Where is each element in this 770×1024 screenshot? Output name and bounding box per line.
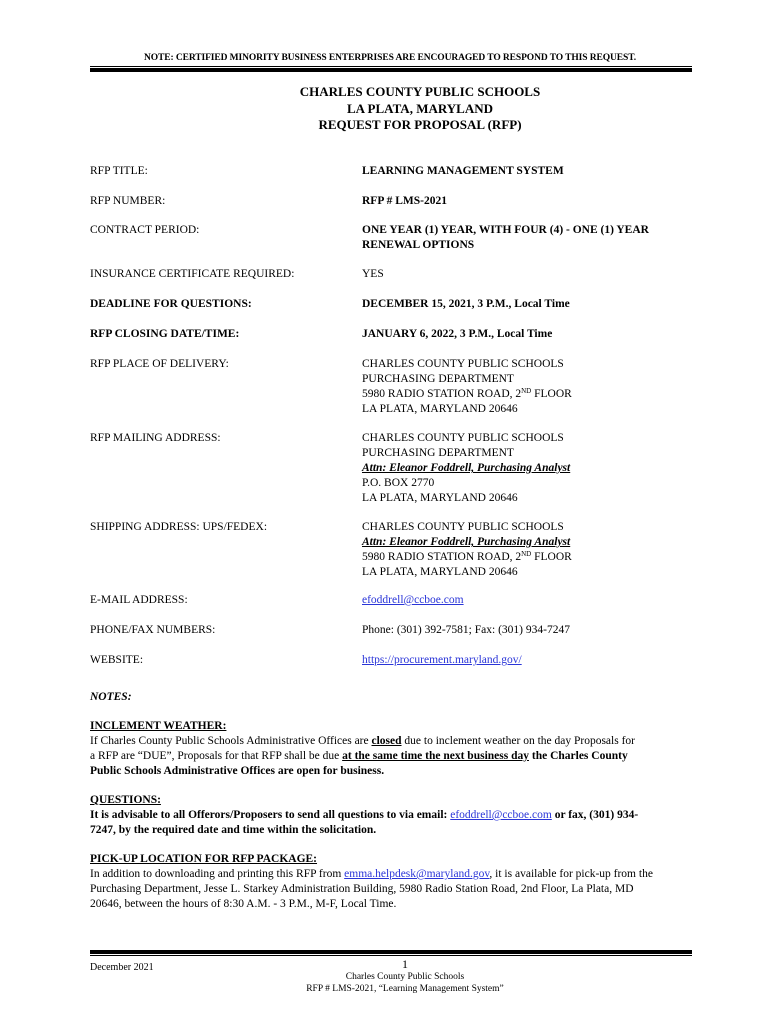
- field-label: RFP NUMBER:: [90, 195, 166, 207]
- footer-org: Charles County Public Schools: [345, 972, 465, 982]
- address-line: CHARLES COUNTY PUBLIC SCHOOLS: [362, 358, 564, 370]
- header-line-1: CHARLES COUNTY PUBLIC SCHOOLS: [299, 84, 541, 99]
- address-line: PURCHASING DEPARTMENT: [362, 373, 514, 385]
- helpdesk-email-link[interactable]: emma.helpdesk@maryland.gov: [344, 868, 490, 880]
- address-line: LA PLATA, MARYLAND 20646: [362, 492, 518, 504]
- field-value: RFP # LMS-2021: [362, 195, 447, 207]
- section-heading: QUESTIONS:: [90, 794, 161, 806]
- field-label: RFP CLOSING DATE/TIME:: [90, 328, 240, 340]
- attention-line: Attn: Eleanor Foddrell, Purchasing Analyst: [362, 536, 571, 548]
- questions-section: QUESTIONS: It is advisable to all Offerors/Proposers to send all questions to via email: efoddrell@ccboe.com or fax, (301) 934- 7247, by the required date and time within the solicitation.: [90, 793, 720, 838]
- field-value: LEARNING MANAGEMENT SYSTEM: [362, 165, 564, 177]
- field-value: [362, 431, 712, 506]
- page-number: 1: [402, 957, 408, 971]
- field-value: YES: [362, 268, 384, 280]
- website-link[interactable]: https://procurement.maryland.gov/: [362, 654, 522, 666]
- field-label: E-MAIL ADDRESS:: [90, 594, 188, 606]
- header-line-2: LA PLATA, MARYLAND: [346, 100, 494, 116]
- field-label: SHIPPING ADDRESS: UPS/FEDEX:: [90, 521, 268, 533]
- email-link[interactable]: efoddrell@ccboe.com: [362, 594, 464, 606]
- field-value: JANUARY 6, 2022, 3 P.M., Local Time: [362, 328, 553, 340]
- notes-label: NOTES:: [90, 691, 132, 703]
- header-line-3: REQUEST FOR PROPOSAL (RFP): [318, 117, 522, 132]
- section-heading: PICK-UP LOCATION FOR RFP PACKAGE:: [90, 853, 318, 865]
- address-line: CHARLES COUNTY PUBLIC SCHOOLS: [362, 521, 564, 533]
- top-note: NOTE: CERTIFIED MINORITY BUSINESS ENTERPRISES ARE ENCOURAGED TO RESPOND TO THIS REQUEST.: [143, 53, 637, 63]
- address-line: 5980 RADIO STATION ROAD, 2ND FLOOR: [362, 387, 572, 400]
- field-value: [362, 357, 712, 417]
- field-value: Phone: (301) 392-7581; Fax: (301) 934-7247: [362, 624, 570, 636]
- address-line: PURCHASING DEPARTMENT: [362, 447, 514, 459]
- footer-ref: RFP # LMS-2021, “Learning Management System”: [306, 984, 504, 994]
- field-value-line: ONE YEAR (1) YEAR, WITH FOUR (4) - ONE (1) YEAR: [362, 224, 649, 236]
- field-value: DECEMBER 15, 2021, 3 P.M., Local Time: [362, 298, 570, 310]
- address-line: CHARLES COUNTY PUBLIC SCHOOLS: [362, 432, 564, 444]
- inclement-weather-section: INCLEMENT WEATHER: If Charles County Public Schools Administrative Offices are closed due to inclement weather on the day Proposals for a RFP are “DUE”, Proposals for that RFP shall be due at the same time the next business day the Charles County Public Schools Administrative Offices are open for business.: [90, 719, 720, 779]
- pickup-section: PICK-UP LOCATION FOR RFP PACKAGE: In addition to downloading and printing this RFP from emma.helpdesk@maryland.gov, it is available for pick-up from the Purchasing Department, Jesse L. Starkey Administration Building, 5980 Radio Station Road, 2nd Floor, La Plata, MD 20646, between the hours of 8:30 A.M. - 3 P.M., M-F, Local Time.: [90, 852, 720, 912]
- field-label: RFP MAILING ADDRESS:: [90, 432, 221, 444]
- address-line: LA PLATA, MARYLAND 20646: [362, 403, 518, 415]
- section-heading: INCLEMENT WEATHER:: [90, 720, 227, 732]
- document-header: [90, 84, 750, 134]
- footer-center: [250, 958, 560, 995]
- field-label: RFP PLACE OF DELIVERY:: [90, 358, 229, 370]
- address-line: P.O. BOX 2770: [362, 477, 435, 489]
- questions-email-link[interactable]: efoddrell@ccboe.com: [450, 809, 552, 821]
- field-label: CONTRACT PERIOD:: [90, 224, 200, 236]
- top-rule-thick: [90, 68, 692, 72]
- footer-rule-thin: [90, 955, 692, 956]
- attention-line: Attn: Eleanor Foddrell, Purchasing Analyst: [362, 462, 571, 474]
- field-label: INSURANCE CERTIFICATE REQUIRED:: [90, 268, 295, 280]
- field-label: DEADLINE FOR QUESTIONS:: [90, 298, 252, 310]
- footer-date: December 2021: [90, 962, 154, 973]
- field-label: PHONE/FAX NUMBERS:: [90, 624, 216, 636]
- footer-rule-thick: [90, 950, 692, 954]
- address-line: LA PLATA, MARYLAND 20646: [362, 566, 518, 578]
- address-line: 5980 RADIO STATION ROAD, 2ND FLOOR: [362, 550, 572, 563]
- top-rule-thin: [90, 66, 692, 67]
- field-value: [362, 520, 712, 580]
- field-label: WEBSITE:: [90, 654, 144, 666]
- field-value: [362, 223, 712, 253]
- field-label: RFP TITLE:: [90, 165, 148, 177]
- field-value-line: RENEWAL OPTIONS: [362, 239, 475, 251]
